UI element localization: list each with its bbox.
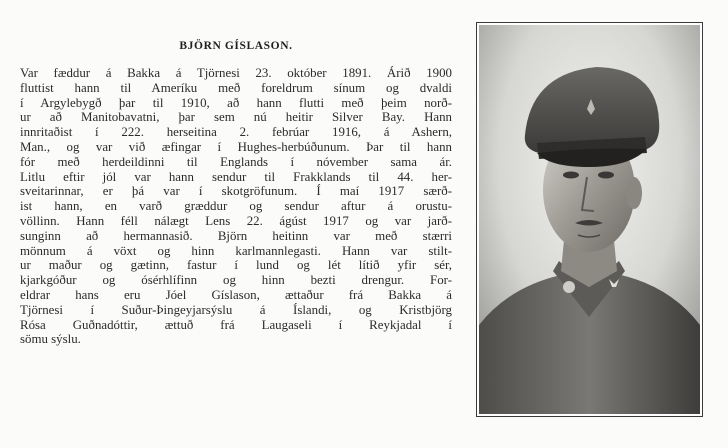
article-body	[20, 66, 452, 347]
body-line: ur maður og gætinn, fastur í lund og lét lítið yfir sér,	[20, 258, 452, 273]
body-line: eldrar hans eru Jóel Gíslason, ættaður frá Bakka á	[20, 287, 452, 302]
body-line: Litlu eftir jól var hann sendur til Frakklands til 44. her-	[20, 169, 452, 184]
body-line: innritaðist í 222. herseitina 2. febrúar 1916, á Ashern,	[20, 125, 452, 140]
body-line: Var fæddur á Bakka á Tjörnesi 23. október 1891. Árið 1900	[20, 66, 452, 80]
body-line: mönnum á vöxt og hinn karlmannlegasti. Hann var stilt-	[20, 243, 452, 258]
body-line: kjarkgóður og ósérhlífinn og hinn bezti drengur. For-	[20, 273, 452, 288]
body-line: Man., og var við æfingar í Hughes-herbúðunum. Þar til hann	[20, 139, 452, 154]
article-title: BJÖRN GÍSLASON.	[179, 40, 293, 52]
body-line: sömu sýslu.	[20, 332, 81, 347]
body-line: ist hann, en varð græddur og sendur aftur á orustu-	[20, 199, 452, 214]
body-line: Tjörnesi í Suður-Þingeyjarsýslu á Íslandi, og Kristbjörg	[20, 302, 452, 317]
body-line: ur að Manitobavatni, þar sem nú heitir Silver Bay. Hann	[20, 110, 452, 125]
body-line: sunginn að hermannasið. Björn heitinn var með stærri	[20, 228, 452, 243]
body-line: fluttist hann til Ameríku með foreldrum sínum og dvaldi	[20, 80, 452, 95]
soldier-portrait	[479, 25, 700, 414]
body-line: völlinn. Hann féll nálægt Lens 22. ágúst 1917 og var jarð-	[20, 213, 452, 228]
body-line: fór með herdeildinni til Englands í nóvember sama ár.	[20, 154, 452, 169]
body-line: sveitarinnar, er þá var í skotgröfunum. Í maí 1917 særð-	[20, 184, 452, 199]
portrait-frame	[476, 22, 703, 417]
body-line: í Argylebygð þar til 1910, að hann flutti með þeim norð-	[20, 95, 452, 110]
body-line: Rósa Guðnadóttir, ættuð frá Laugaseli í Reykjadal í	[20, 317, 452, 332]
